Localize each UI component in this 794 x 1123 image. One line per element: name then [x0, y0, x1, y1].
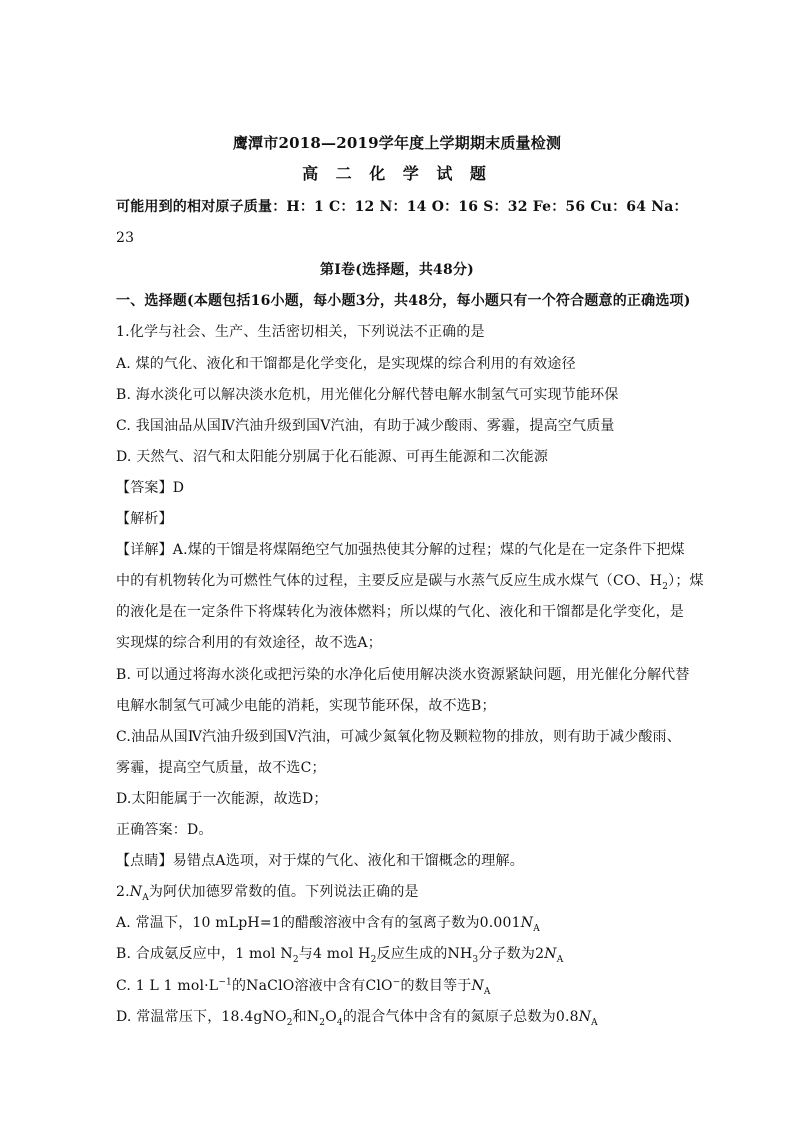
q1-detail-line: 的液化是在一定条件下将煤转化为液体燃料；所以煤的气化、液化和干馏都是化学变化，是 — [116, 604, 684, 620]
q1-answer: 【答案】D — [116, 480, 185, 496]
q1-option-b: B. 海水淡化可以解决淡水危机，用光催化分解代替电解水制氢气可实现节能环保 — [116, 387, 619, 403]
q1-stem: 1.化学与社会、生产、生活密切相关，下列说法不正确的是 — [116, 324, 485, 340]
q2-option-a: A. 常温下，10 mLpH=1的醋酸溶液中含有的氢离子数为$0.001N_A$ — [116, 915, 540, 934]
q1-detail-line: 电解水制氢气可减少电能的消耗，实现节能环保，故不选B； — [116, 698, 496, 714]
section-instruction: 一、选择题(本题包括16小题，每小题3分，共48分，每小题只有一个符合题意的正确选项) — [116, 293, 691, 309]
q2-option-c: C. 1 L 1 $mol\cdot L^{-1}$的NaClO溶液中含有ClO−的数目等于$N_A$ — [116, 977, 491, 997]
q1-tip: 【点睛】易错点A选项，对于煤的气化、液化和干馏概念的理解。 — [116, 853, 524, 869]
q1-detail-line: 雾霾，提高空气质量，故不选C； — [116, 760, 326, 776]
q2-option-b: B. 合成氨反应中，1 mol $N_2$与4 mol $H_2$反应生成的$NH_3$分子数为$2N_A$ — [116, 946, 564, 965]
q1-option-c: C. 我国油品从国Ⅳ汽油升级到国Ⅴ汽油，有助于减少酸雨、雾霾，提高空气质量 — [116, 418, 615, 434]
q2-option-d: D. 常温常压下，18.4gNO$_2$和$N_2O_4$的混合气体中含有的氮原子总数为$0.8N_A$ — [116, 1009, 598, 1028]
q1-option-a: A. 煤的气化、液化和干馏都是化学变化，是实现煤的综合利用的有效途径 — [116, 356, 576, 372]
q1-detail-line: D.太阳能属于一次能源，故选D； — [116, 791, 328, 807]
q1-correct-answer: 正确答案：D。 — [116, 822, 213, 838]
q1-detail-line: 实现煤的综合利用的有效途径，故不选A； — [116, 635, 382, 651]
atomic-mass-line: 可能用到的相对原子质量：H：1 C：12 N：14 O：16 S：32 Fe：56 Cu：64 Na： — [116, 199, 688, 215]
q1-analysis-label: 【解析】 — [116, 511, 173, 527]
exam-subtitle: 高 二 化 学 试 题 — [302, 164, 492, 183]
q1-option-d: D. 天然气、沼气和太阳能分别属于化石能源、可再生能源和二次能源 — [116, 449, 549, 465]
q1-detail-line: 中的有机物转化为可燃性气体的过程，主要反应是碳与水蒸气反应生成水煤气（CO、$H_2$）；煤 — [116, 573, 704, 592]
q1-detail-line: B. 可以通过将海水淡化或把污染的水净化后使用解决淡水资源紧缺问题，用光催化分解代替 — [116, 667, 690, 683]
section-title: 第Ⅰ卷(选择题，共48分) — [320, 262, 474, 278]
exam-title: 鹰潭市2018—2019学年度上学期期末质量检测 — [232, 134, 562, 152]
atomic-mass-line-cont: 23 — [116, 230, 135, 246]
q1-detail-line: 【详解】A.煤的干馏是将煤隔绝空气加强热使其分解的过程；煤的气化是在一定条件下把煤 — [116, 542, 685, 558]
q1-detail-line: C.油品从国Ⅳ汽油升级到国Ⅴ汽油，可减少氮氧化物及颗粒物的排放，则有助于减少酸雨、 — [116, 729, 681, 745]
q2-stem: $2.N_A$为阿伏加德罗常数的值。下列说法正确的是 — [116, 884, 419, 903]
